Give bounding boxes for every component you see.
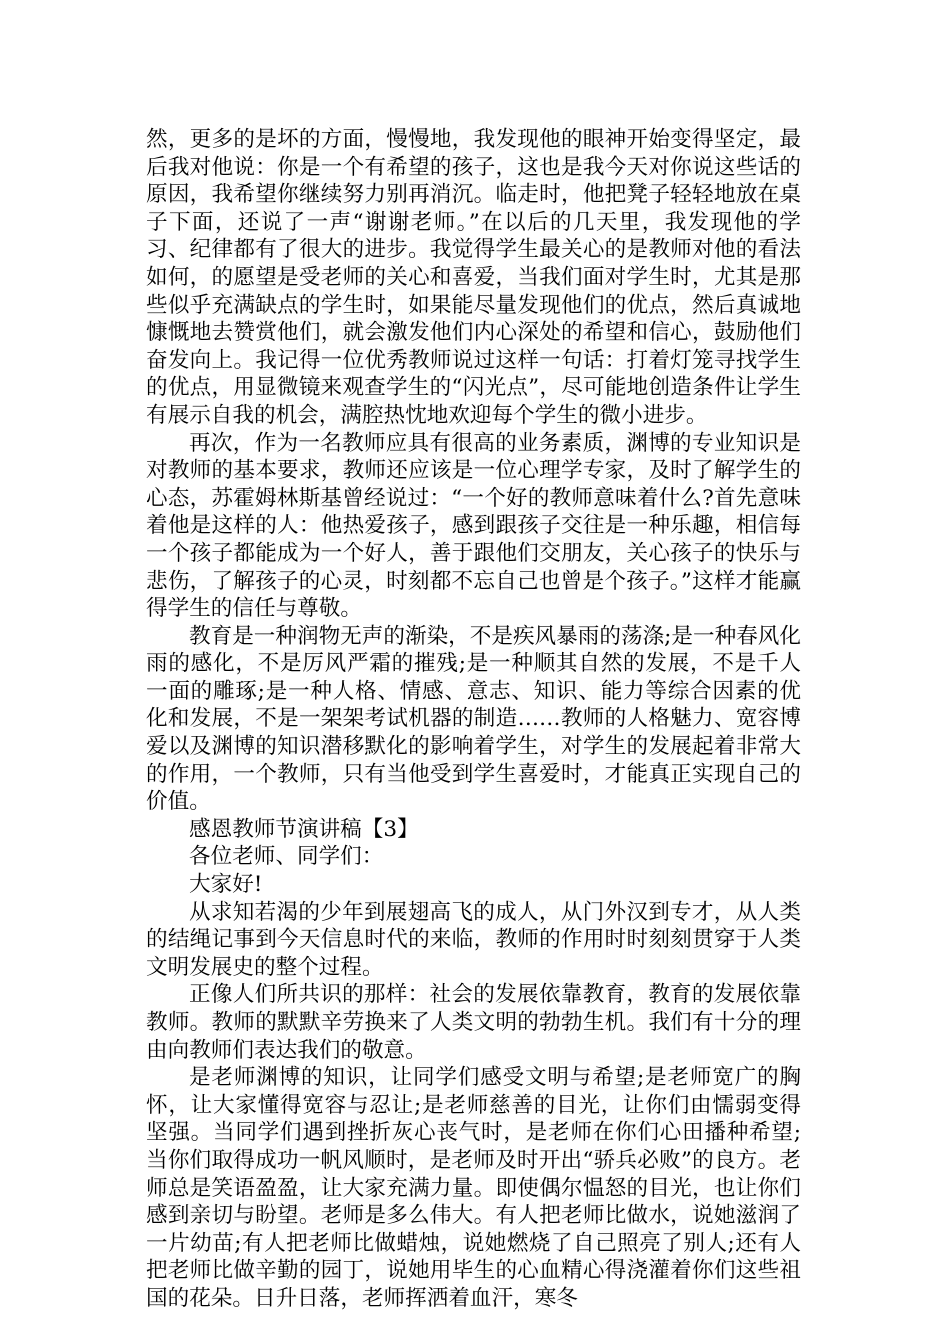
paragraph-history: 从求知若渴的少年到展翅高飞的成人，从门外汉到专才，从人类的结绳记事到今天信息时代的来临，教师的作用时时刻刻贯穿于人类文明发展史的整个过程。 [146,899,801,980]
paragraph-education: 教育是一种润物无声的渐染，不是疾风暴雨的荡涤;是一种春风化雨的感化，不是厉风严霜的摧残;是一种顺其自然的发展，不是千人一面的雕琢;是一种人格、情感、意志、知识、能力等综合因素的优化和发展，不是一架架考试机器的制造……教师的人格魅力、宽容博爱以及渊博的知识潜移默化的影响着学生，对学生的发展起着非常大的作用，一个教师，只有当他受到学生喜爱时，才能真正实现自己的价值。 [146,623,801,815]
greeting: 大家好! [189,872,263,898]
paragraph-consensus: 正像人们所共识的那样：社会的发展依靠教育，教育的发展依靠教师。教师的默默辛劳换来了人类文明的勃勃生机。我们有十分的理由向教师们表达我们的敬意。 [146,982,801,1063]
paragraph-teacher-quality: 再次，作为一名教师应具有很高的业务素质，渊博的专业知识是对教师的基本要求，教师还应该是一位心理学专家，及时了解学生的心态，苏霍姆林斯基曾经说过：“一个好的教师意味着什么?首先意味着他是这样的人：他热爱孩子，感到跟孩子交往是一种乐趣，相信每一个孩子都能成为一个好人，善于跟他们交朋友，关心孩子的快乐与悲伤，了解孩子的心灵，时刻都不忘自己也曾是个孩子。”这样才能赢得学生的信任与尊敬。 [146,430,801,622]
paragraph-praise: 是老师渊博的知识，让同学们感受文明与希望;是老师宽广的胸怀，让大家懂得宽容与忍让;是老师慈善的目光，让你们由懦弱变得坚强。当同学们遇到挫折灰心丧气时，是老师在你们心田播种希望;当你们取得成功一帆风顺时，是老师及时开出“骄兵必败”的良方。老师总是笑语盈盈，让大家充满力量。即使偶尔愠怒的目光，也让你们感到亲切与盼望。老师是多么伟大。有人把老师比做水，说她滋润了一片幼苗;有人把老师比做蜡烛，说她燃烧了自己照亮了别人;还有人把老师比做辛勤的园丁，说她用毕生的心血精心得浇灌着你们这些祖国的花朵。日升日落，老师挥洒着血汗，寒冬 [146,1065,801,1311]
paragraph-continuation: 然，更多的是坏的方面，慢慢地，我发现他的眼神开始变得坚定，最后我对他说：你是一个有希望的孩子，这也是我今天对你说这些话的原因，我希望你继续努力别再消沉。临走时，他把凳子轻轻地放在桌子下面，还说了一声“谢谢老师。”在以后的几天里，我发现他的学习、纪律都有了很大的进步。我觉得学生最关心的是教师对他的看法如何，的愿望是受老师的关心和喜爱，当我们面对学生时，尤其是那些似乎充满缺点的学生时，如果能尽量发现他们的优点，然后真诚地慷慨地去赞赏他们，就会激发他们内心深处的希望和信心，鼓励他们奋发向上。我记得一位优秀教师说过这样一句话：打着灯笼寻找学生的优点，用显微镜来观查学生的“闪光点”，尽可能地创造条件让学生有展示自我的机会，满腔热忱地欢迎每个学生的微小进步。 [146,127,801,428]
document-page [146,126,801,1313]
salutation: 各位老师、同学们： [189,844,384,870]
speech-heading: 感恩教师节演讲稿【3】 [189,816,419,842]
